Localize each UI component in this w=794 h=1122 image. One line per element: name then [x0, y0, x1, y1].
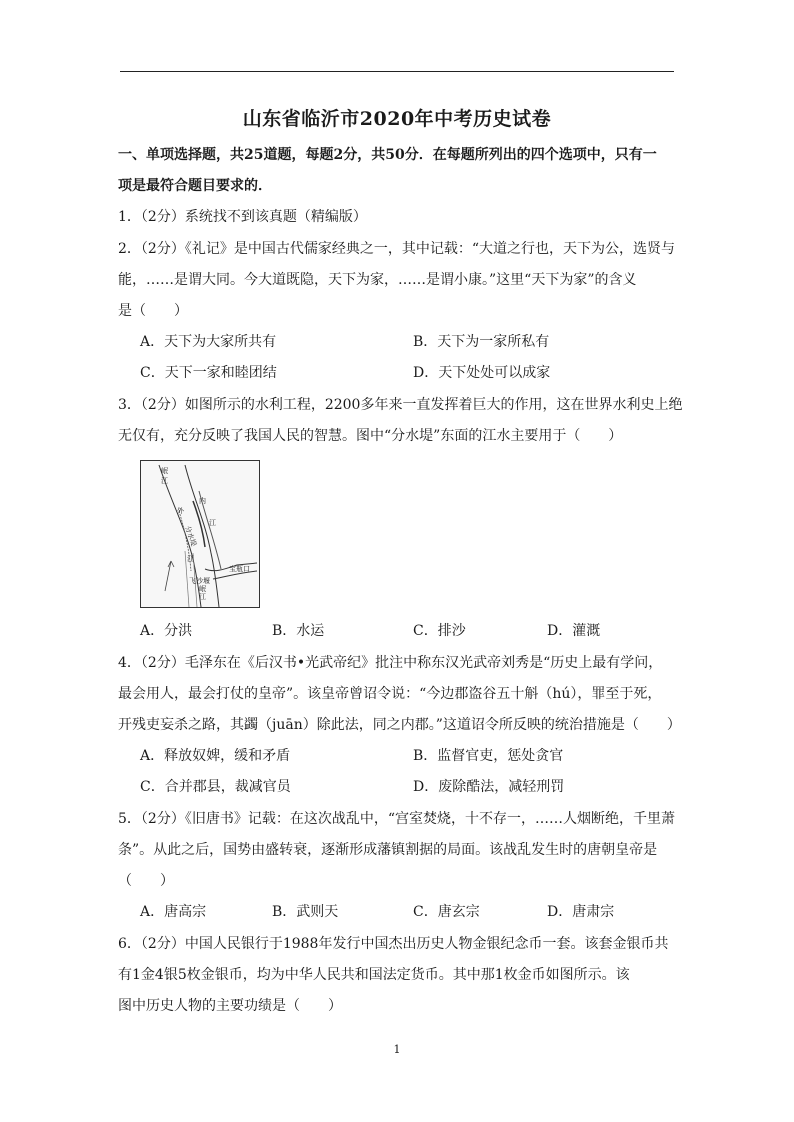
map-svg: [141, 461, 259, 607]
map-label-4: 江: [209, 519, 216, 527]
map-label-11: 江: [199, 593, 206, 601]
map-label-2: 江: [161, 477, 168, 485]
question-3-option-c[interactable]: C．排沙: [413, 623, 466, 639]
question-5-line-1: 5．（2分）《旧唐书》记载：在这次战乱中，“宫室焚烧，十不存一，……人烟断绝，千里萧: [118, 811, 675, 827]
question-2-line-2: 能，……是谓大同。今大道既隐，天下为家，……是谓小康。”这里“天下为家”的含义: [118, 272, 637, 288]
map-label-3: 内: [199, 497, 206, 505]
question-4-option-b[interactable]: B．监督官吏，惩处贪官: [413, 748, 564, 764]
question-2-option-d[interactable]: D．天下处处可以成家: [413, 365, 551, 381]
map-label-10: 岷: [199, 585, 206, 593]
header-rule: [120, 71, 674, 72]
question-5-option-a[interactable]: A．唐高宗: [140, 904, 207, 920]
question-5-line-2: 条”。从此之后，国势由盛转衰，逐渐形成藩镇割据的局面。该战乱发生时的唐朝皇帝是: [118, 842, 658, 858]
question-3-option-b[interactable]: B．水运: [272, 623, 325, 639]
question-3-line-1: 3．（2分）如图所示的水利工程，2200多年来一直发挥着巨大的作用，这在世界水利史上绝: [118, 397, 683, 413]
question-2-option-a[interactable]: A．天下为大家所共有: [140, 334, 277, 350]
question-5-option-d[interactable]: D．唐肃宗: [547, 904, 615, 920]
question-3-line-2: 无仅有，充分反映了我国人民的智慧。图中“分水堤”东面的江水主要用于（ ）: [118, 428, 623, 444]
map-label-8: 宝瓶口: [229, 565, 250, 573]
page-number: 1: [393, 1043, 401, 1056]
question-5-line-3: （ ）: [118, 873, 174, 889]
question-4-line-1: 4．（2分）毛泽东在《后汉书•光武帝纪》批注中称东汉光武帝刘秀是“历史上最有学问，: [118, 655, 663, 671]
question-1-line-1: 1．（2分）系统找不到该真题（精编版）: [118, 209, 367, 225]
question-6-line-2: 有1金4银5枚金银币，均为中华人民共和国法定货币。其中那1枚金币如图所示。该: [118, 967, 630, 983]
question-2-line-1: 2．（2分）《礼记》是中国古代儒家经典之一，其中记载：“大道之行也，天下为公，选贤与: [118, 241, 675, 257]
page-title: 山东省临沂市2020年中考历史试卷: [242, 108, 552, 130]
question-6-line-1: 6．（2分）中国人民银行于1988年发行中国杰出历史人物金银纪念币一套。该套金银币共: [118, 936, 669, 952]
question-5-option-b[interactable]: B．武则天: [272, 904, 339, 920]
map-label-6: 分水堤: [183, 524, 198, 548]
question-4-line-3: 开残吏妄杀之路，其蠲（juān）除此法，同之内郡。”这道诏令所反映的统治措施是（ ）: [118, 717, 681, 733]
question-2-option-c[interactable]: C．天下一家和睦团结: [140, 365, 277, 381]
question-2-option-b[interactable]: B．天下为一家所私有: [413, 334, 550, 350]
question-3-option-d[interactable]: D．灌溉: [547, 623, 601, 639]
question-4-option-c[interactable]: C．合并郡县，裁减官员: [140, 779, 291, 795]
map-label-5: 外: [177, 507, 184, 515]
section-header-line-2: 项是最符合题目要求的．: [118, 178, 272, 194]
map-label-9: 飞沙堰: [189, 577, 210, 585]
question-4-option-a[interactable]: A．释放奴婢，缓和矛盾: [140, 748, 291, 764]
map-label-7: 江: [187, 555, 194, 563]
map-label-1: 岷: [161, 467, 168, 475]
question-6-line-3: 图中历史人物的主要功绩是（ ）: [118, 998, 342, 1014]
dujiangyan-map: [140, 460, 260, 608]
question-2-line-3: 是（ ）: [118, 303, 188, 319]
question-5-option-c[interactable]: C．唐玄宗: [413, 904, 480, 920]
question-4-line-2: 最会用人，最会打仗的皇帝”。该皇帝曾诏令说：“今边郡盗谷五十斛（hú），罪至于死，: [118, 686, 662, 702]
question-3-option-a[interactable]: A．分洪: [140, 623, 193, 639]
question-4-option-d[interactable]: D．废除酷法，减轻刑罚: [413, 779, 565, 795]
section-header-line-1: 一、单项选择题，共25道题，每题2分，共50分．在每题所列出的四个选项中，只有一: [118, 147, 657, 163]
